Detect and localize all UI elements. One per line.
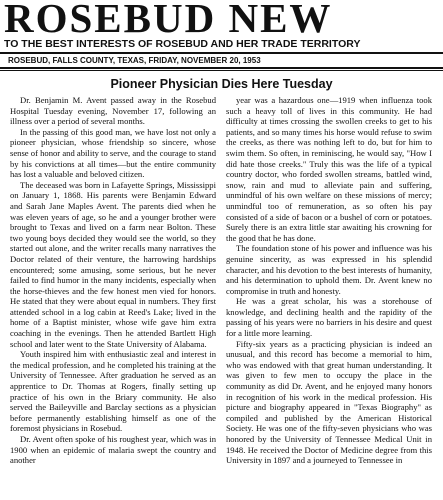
left-column	[10, 95, 216, 466]
masthead-title: ROSEBUD NEW	[4, 0, 333, 36]
paragraph: In the passing of this good man, we have lost not only a pioneer physician, whose friendship so sincere, whose sense of honor and ability to serve, and the courage to stand by his convictions at all times—but the entire community has lost a valuable and beloved citizen.	[10, 126, 216, 180]
masthead	[0, 0, 443, 36]
paragraph: The deceased was born in Lafayette Springs, Mississippi on January 1, 1868. His parents were Benjamin Edward and Sarah Jane Maples Avent. The parents died when he was eleven years of age, so he and a younger brother were brought to Texas and lived on a farm near Bolton. These two young boys decided they would see the world, so they started out alone, and the writer recalls many narratives the Doctor related of their venture, the harrowing hardships encountered; some amusing, some serious, but he never failed to find humor in the many incidents, especially when the horse-thieves and the few honest men vied for honors. He stated that they were about equal in numbers. They first attended school in a log cabin at Reed's Lake; lived in the home of a Baptist minister, whose wife gave him extra coaching in the evenings. Then he attended Bartlett High school and later went to the State University of Alabama.	[10, 179, 216, 349]
paragraph: Dr. Avent often spoke of his roughest year, which was in 1900 when an epidemic of malaria swept the country and another	[10, 434, 216, 466]
article-body	[0, 95, 443, 466]
rule-bottom-thin	[0, 70, 443, 71]
paragraph: The foundation stone of his power and influence was his genuine sincerity, as was expressed in his splendid character, and his devotion to the best interests of humanity, and his determination to uphold them. Dr. Avent knew no compromise in truth and honesty.	[226, 243, 433, 296]
dateline: ROSEBUD, FALLS COUNTY, TEXAS, FRIDAY, NOVEMBER 20, 1953	[8, 56, 261, 65]
rule-bottom	[0, 67, 443, 69]
paragraph: Fifty-six years as a practicing physician is indeed an unusual, and this record has become a memorial to him, who was endowed with that great human understanding. It was given to few men to occupy the place in the community as did Dr. Avent, and he enjoyed many honors in recognition of his work in the medical profession. His picture and biography appeared in "Texas Biography" as compiled and published by the American Historical Society. He was one of the fifty-seven physicians who was honored by the University of Tennessee Medical Unit in 1948. He received the Doctor of Medicine degree from this University in 1897 and a journeyed to Tennessee in	[226, 338, 432, 466]
paragraph: year was a hazardous one—1919 when influenza took such a heavy toll of lives in this community. He had difficulty at times crossing the swollen creeks to get to his patients, and so many times his horse would refuse to swim the creeks, as there was nothing left to do, but for him to swim them. So often, in reminiscing, he would say, "How I did hate those creeks." Truly this was the life of a typical country doctor, who forded swollen streams, battled wind, snow, rain and mud to alleviate pain and suffering, unmindful of his own welfare on these missions of mercy; unmindful too of remuneration, as so often his pay consisted of a side of bacon or a bushel of corn or potatoes. Surely there is an extra little star awaiting his crowning for the good that he has done.	[226, 95, 432, 243]
paragraph: Dr. Benjamin M. Avent passed away in the Rosebud Hospital Tuesday evening, November 17, following an illness over a period of several months.	[10, 95, 216, 127]
right-column	[226, 95, 432, 466]
rule-top	[0, 52, 443, 54]
paragraph: Youth inspired him with enthusiastic zeal and interest in the medical profession, and he completed his training at the University of Tennessee. After graduation he served as an apprentice to Dr. Thomas at Rogers, finally setting up practice of his own in the Briary community. He also served the Baileyville and Barclay sections as a physician before permanently establishing himself as one of the foremost physicians in Rosebud.	[10, 349, 216, 434]
tagline: TO THE BEST INTERESTS OF ROSEBUD AND HER TRADE TERRITORY	[4, 38, 361, 50]
article-headline: Pioneer Physician Dies Here Tuesday	[110, 77, 333, 91]
paragraph: He was a great scholar, his was a storehouse of knowledge, and declining health and the rapidity of the passing of his years were no barriers in his desire and quest for a little more learning.	[226, 296, 432, 339]
